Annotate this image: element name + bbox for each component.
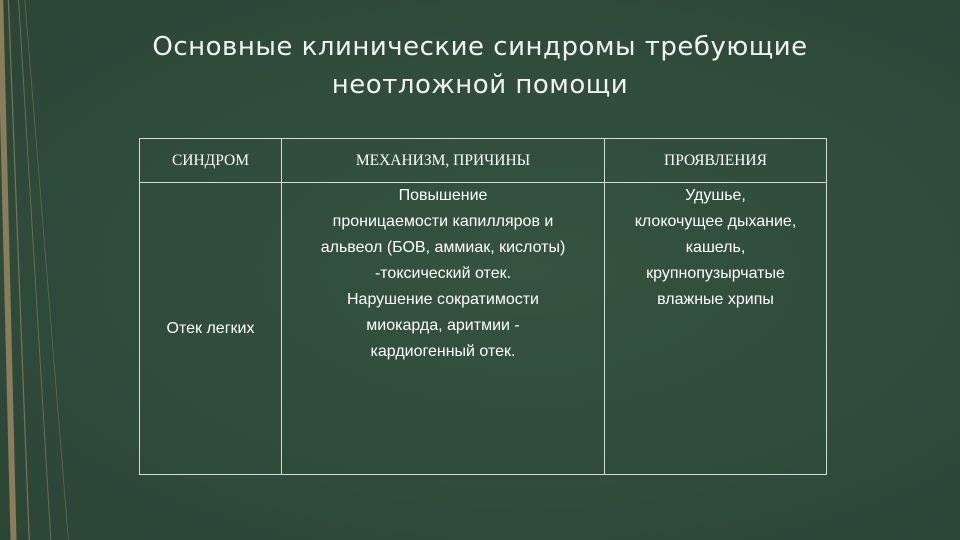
cell-mechanism	[282, 183, 605, 475]
manifestation-line: Удушье,	[685, 187, 746, 204]
mechanism-line: проницаемости капилляров и	[332, 213, 554, 230]
mechanism-line: -токсический отек.	[374, 265, 512, 282]
manifestation-line: крупнопузырчатые	[646, 265, 785, 282]
manifestation-line: кашель,	[685, 239, 746, 256]
header-syndrome: СИНДРОМ	[140, 139, 282, 183]
table-row	[140, 183, 827, 475]
mechanism-line: Нарушение сократимости	[347, 291, 539, 308]
slide-title	[90, 28, 870, 104]
syndrome-name: Отек легких	[166, 319, 255, 337]
manifestation-line: влажные хрипы	[657, 291, 774, 308]
header-manifestations: ПРОЯВЛЕНИЯ	[605, 139, 827, 183]
table-header-row	[140, 139, 827, 183]
manifestation-line: клокочущее дыхание,	[634, 213, 797, 230]
syndromes-table	[139, 138, 827, 475]
header-mechanism: МЕХАНИЗМ, ПРИЧИНЫ	[282, 139, 605, 183]
cell-manifestations	[605, 183, 827, 475]
mechanism-line: альвеол (БОВ, аммиак, кислоты)	[320, 239, 566, 256]
slide-title-line-1: Основные клинические синдромы требующие	[152, 32, 808, 62]
slide-title-line-2: неотложной помощи	[331, 70, 629, 100]
mechanism-line: Повышение	[398, 187, 488, 204]
cell-syndrome	[140, 183, 282, 475]
mechanism-line: миокарда, аритмии -	[366, 317, 520, 334]
mechanism-line: кардиогенный отек.	[370, 343, 516, 360]
deco-line-thin-3	[24, 0, 70, 540]
